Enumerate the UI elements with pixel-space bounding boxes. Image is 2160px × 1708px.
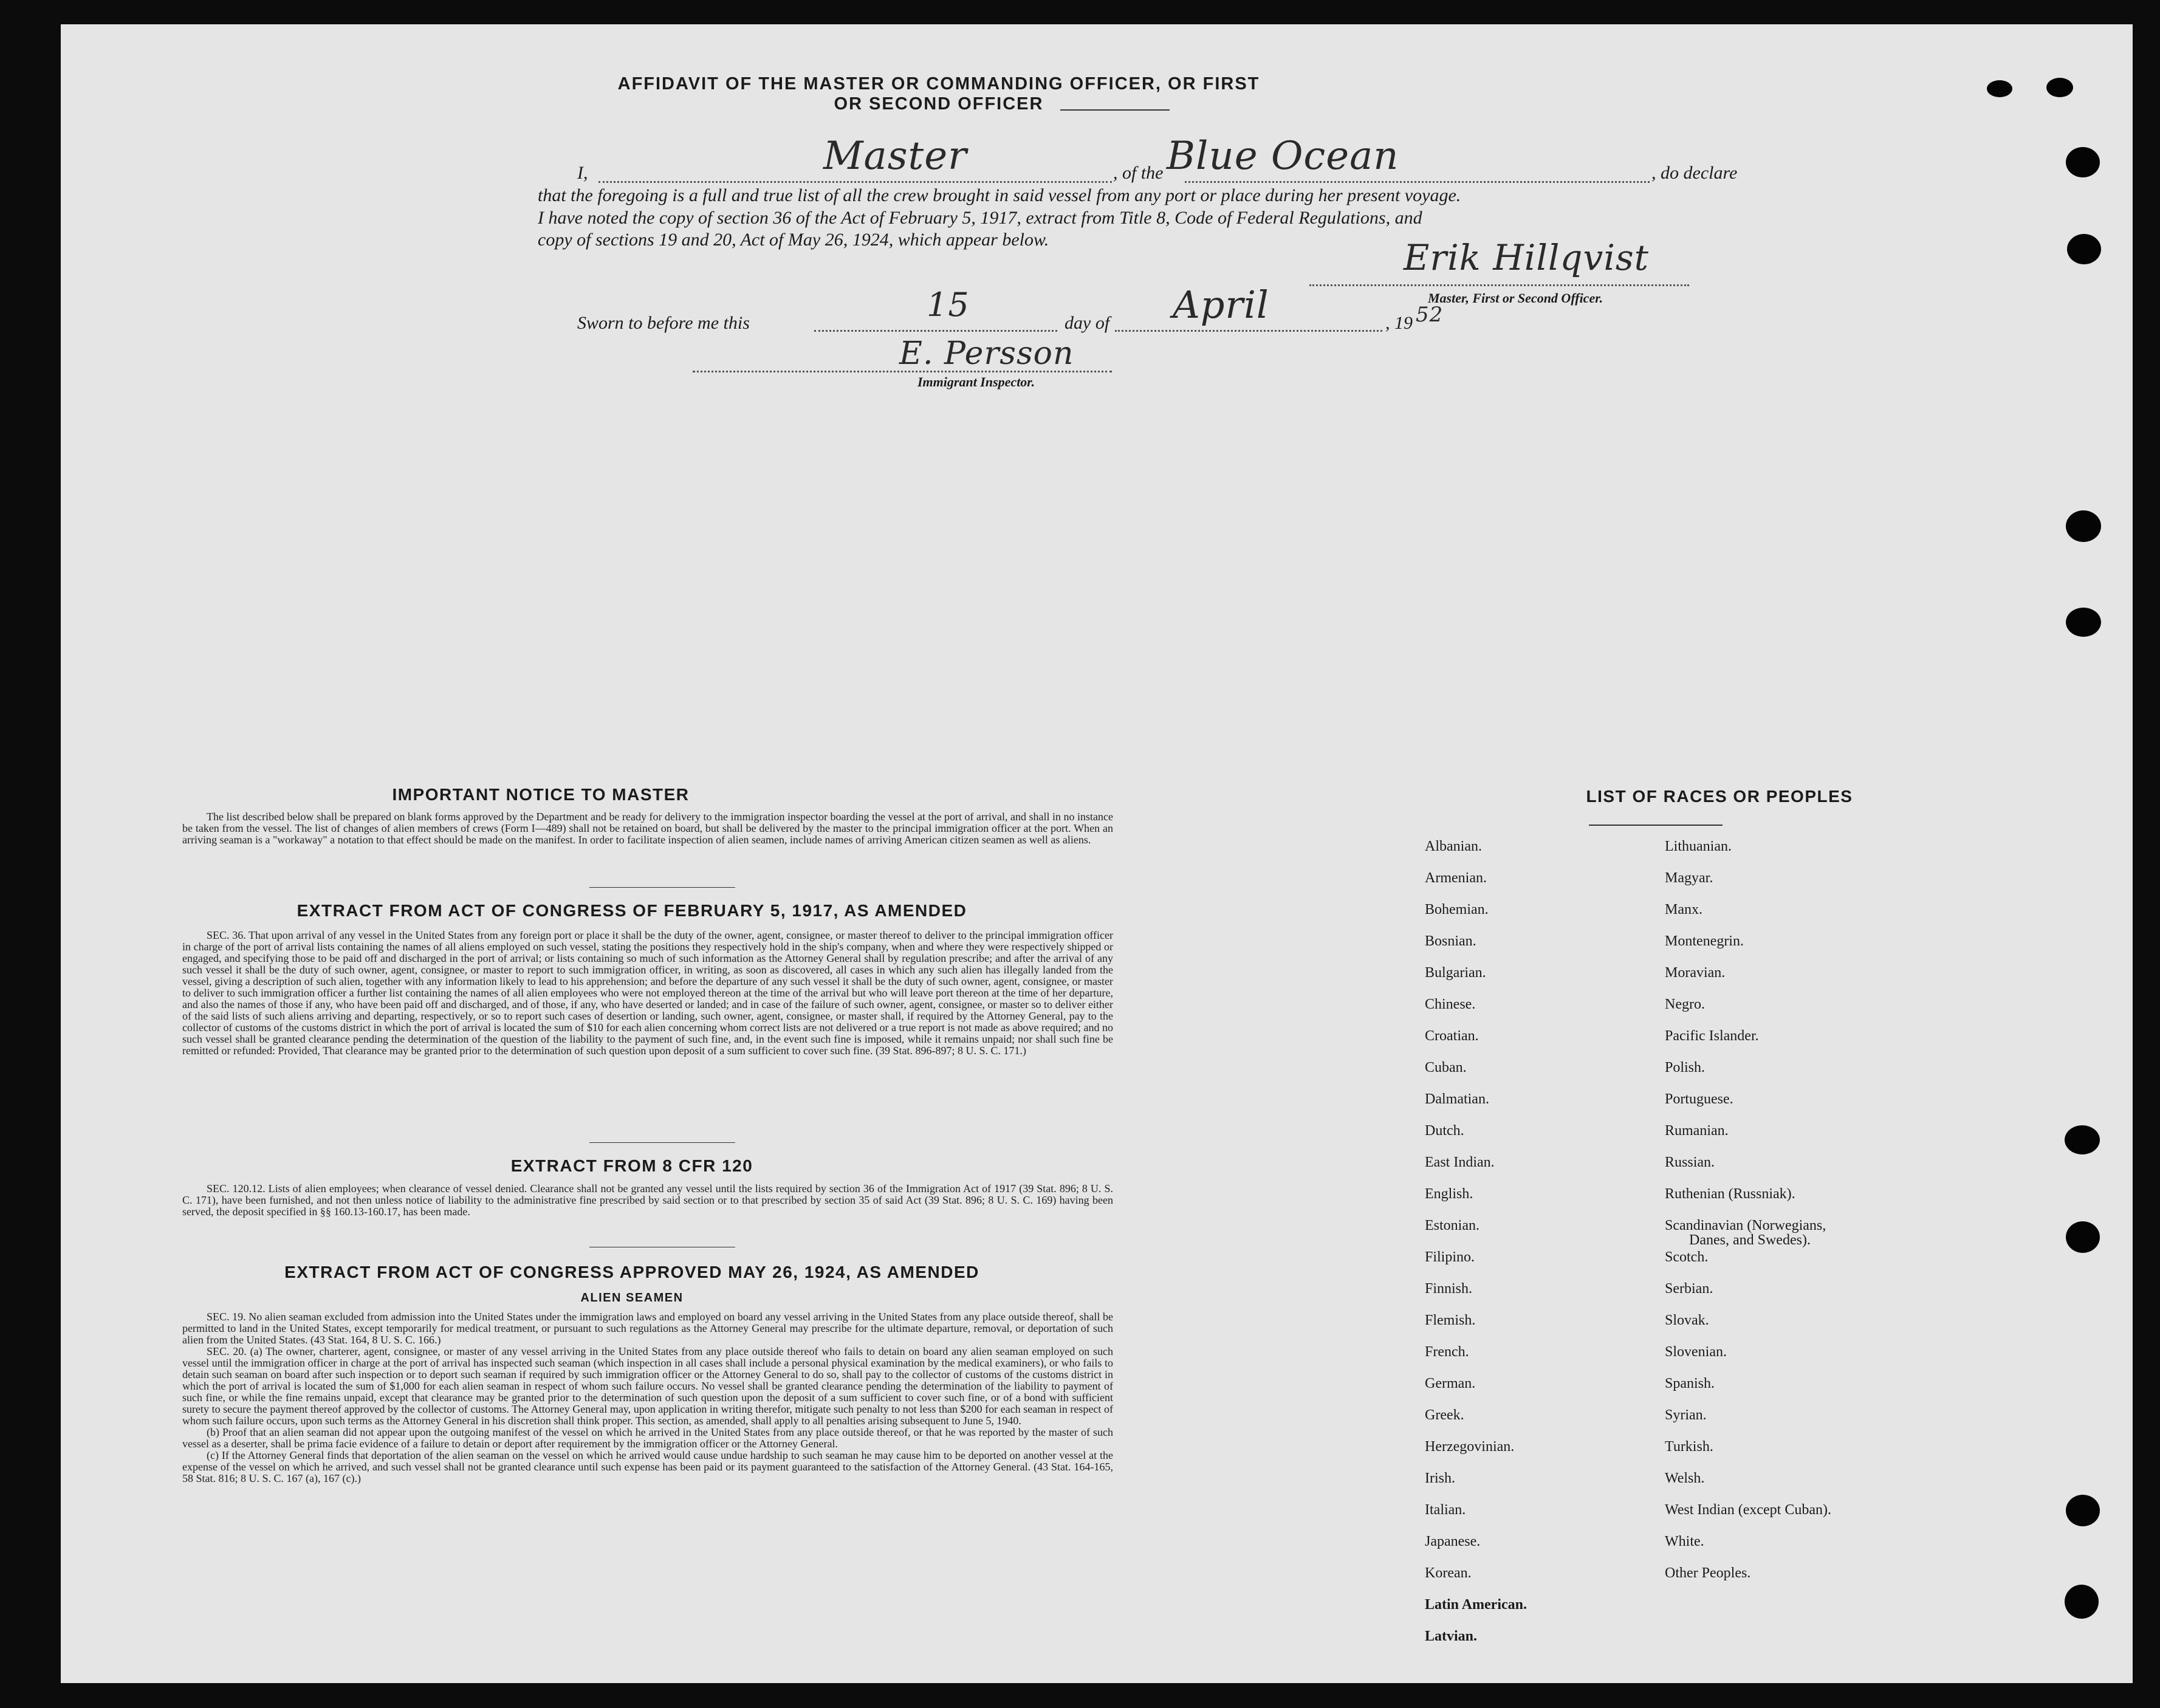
race-item: Spanish. (1665, 1376, 1715, 1391)
extract-1917-title: EXTRACT FROM ACT OF CONGRESS OF FEBRUARY 5, 1917, AS AMENDED (297, 901, 967, 920)
race-item: Bohemian. (1425, 902, 1489, 917)
races-title: LIST OF RACES OR PEOPLES (1586, 787, 1853, 806)
extract-cfr-text (182, 1183, 1113, 1218)
day-of-label: day of (1065, 313, 1110, 333)
sec-36-paragraph: SEC. 36. That upon arrival of any vessel in the United States from any foreign port or place it shall be the duty of the owner, agent, consignee, or master thereof to deliver to the principal immigration officer in charge of the port of arrival lists containing the names of all aliens employed on such vessel, stating the positions they respectively hold in the ship's company, when and where they were respectively shipped or engaged, and specifying those to be paid off and discharged in the port of arrival; or lists containing so much of such information as the Attorney General shall by regulation prescribe; and after the arrival of any such vessel it shall be the duty of such owner, agent, consignee, or master to report to such immigration officer, in writing, as soon as discovered, all cases in which any such alien has illegally landed from the vessel, giving a description of such alien, together with any information likely to lead to his apprehension; and before the departure of any such vessel it shall be the duty of such owner, agent, consignee, or master to deliver to such immigration officer a further list containing the names of all alien employees who were not employed thereon at the time of the arrival but who will leave port thereon at the time of her departure, and also the names of those if any, who have been paid off and discharged, and of those, if any, who have deserted or landed; and in case of the failure of such owner, agent, consignee, or master so to deliver either of the said lists of such aliens arriving and departing, respectively, or so to report such cases of desertion or landing, such owner, agent, consignee, or master shall, if required by the Attorney General, pay to the collector of customs of the customs district in which the port of arrival is located the sum of $10 for each alien concerning whom correct lists are not delivered or a true report is not made as above required; and no such vessel shall be granted clearance pending the determination of the question of the liability to the payment of such fine, and, in the event such fine is imposed, while it remains unpaid; nor shall such fine be remitted or refunded: Provided, That clearance may be granted prior to the determination of such question upon deposit of a sum sufficient to cover such fine. (39 Stat. 896-897; 8 U. S. C. 171.) (182, 929, 1113, 1057)
race-item: Croatian. (1425, 1028, 1479, 1044)
i-label: I, (577, 163, 588, 183)
notice-title: IMPORTANT NOTICE TO MASTER (392, 785, 690, 804)
punch-hole (2066, 608, 2101, 637)
race-item: Bulgarian. (1425, 965, 1486, 981)
section-divider (589, 887, 735, 888)
rank-handwriting: Master (823, 134, 967, 179)
race-item-continuation: Danes, and Swedes). (1689, 1232, 1811, 1248)
sec-20b-paragraph: (b) Proof that an alien seaman did not appear upon the outgoing manifest of the vessel on which he arrived in the United States from any place outside thereof, or that he was reported by the master of such vessel as a deserter, shall be prima facie evidence of a failure to detain or deport after requirement by the immigration officer or the Attorney General. (182, 1426, 1113, 1450)
sec-19-paragraph: SEC. 19. No alien seaman excluded from admission into the United States under the immigration laws and employed on board any vessel arriving in the United States from any place outside thereof, shall be permitted to land in the United States, except temporarily for medical treatment, or pursuant to such regulations as the Attorney General may prescribe for the ultimate departure, removal, or deportation of such alien from the United States. (43 Stat. 164, 8 U. S. C. 166.) (182, 1311, 1113, 1346)
race-item: White. (1665, 1534, 1704, 1549)
race-item: Welsh. (1665, 1470, 1705, 1486)
master-signature-line (1309, 284, 1689, 286)
inspector-signature-line (693, 371, 1112, 372)
punch-hole (2066, 1221, 2100, 1253)
race-item: Filipino. (1425, 1249, 1475, 1265)
year-prefix: , 19 (1385, 313, 1413, 333)
race-item: Bosnian. (1425, 933, 1476, 949)
race-item: Serbian. (1665, 1281, 1713, 1297)
notice-text (182, 811, 1113, 846)
race-item: Greek. (1425, 1407, 1464, 1423)
race-item: Flemish. (1425, 1312, 1476, 1328)
day-line (814, 330, 1057, 332)
month-line (1115, 330, 1382, 332)
race-item: Slovenian. (1665, 1344, 1727, 1360)
rank-line (598, 181, 1112, 183)
race-item: East Indian. (1425, 1154, 1495, 1170)
extract-cfr-title: EXTRACT FROM 8 CFR 120 (510, 1156, 753, 1175)
race-item: Latin American. (1425, 1597, 1527, 1613)
sec-120-12-paragraph: SEC. 120.12. Lists of alien employees; when clearance of vessel denied. Clearance shall not be granted any vessel until the lists required by section 36 of the Immigration Act of 1917 (39 Stat. 896; 8 U. S. C. 171), have been furnished, and not then unless notice of liability to the administrative fine prescribed by said section or to that prescribed by section 35 of said Act (39 Stat. 896; 8 U. S. C. 169) having been served, the deposit specified in §§ 160.13-160.17, has been made. (182, 1182, 1113, 1218)
of-the-label: , of the (1113, 163, 1164, 183)
vessel-line (1185, 181, 1650, 183)
race-item: Finnish. (1425, 1281, 1473, 1297)
race-item: Scandinavian (Norwegians, (1665, 1218, 1826, 1233)
master-caption: Master, First or Second Officer. (1428, 290, 1603, 306)
race-item: Montenegrin. (1665, 933, 1744, 949)
race-item: Pacific Islander. (1665, 1028, 1759, 1044)
race-item: Japanese. (1425, 1534, 1481, 1549)
race-item: Russian. (1665, 1154, 1715, 1170)
document-sheet (61, 24, 2133, 1683)
affidavit-body-line: I have noted the copy of section 36 of the Act of February 5, 1917, extract from Title 8, Code of Federal Regulations, and (538, 208, 1422, 228)
affidavit-title: AFFIDAVIT OF THE MASTER OR COMMANDING OFFICER, OR FIRST OR SECOND OFFICER (617, 74, 1260, 114)
race-item: Ruthenian (Russniak). (1665, 1186, 1795, 1202)
do-declare-label: , do declare (1651, 163, 1738, 183)
race-item: Slovak. (1665, 1312, 1709, 1328)
extract-1924-title: EXTRACT FROM ACT OF CONGRESS APPROVED MAY 26, 1924, AS AMENDED (284, 1263, 979, 1281)
race-item: Italian. (1425, 1502, 1466, 1518)
punch-hole (2065, 1125, 2100, 1154)
race-item: Portuguese. (1665, 1091, 1733, 1107)
race-item: Cuban. (1425, 1060, 1467, 1075)
race-item: Moravian. (1665, 965, 1726, 981)
year-handwriting: 52 (1416, 303, 1444, 327)
race-item: Herzegovinian. (1425, 1439, 1515, 1455)
race-item: Chinese. (1425, 996, 1476, 1012)
race-item: Estonian. (1425, 1218, 1479, 1233)
punch-hole (2066, 510, 2101, 542)
month-handwriting: April (1173, 283, 1269, 327)
notice-paragraph: The list described below shall be prepared on blank forms approved by the Department and be ready for delivery to the immigration inspector boarding the vessel at the port of arrival, and shall in no instance be taken from the vessel. The list of changes of alien members of crews (Form I—489) shall not be retained on board, but shall be delivered by the master to the principal immigration officer at the port. When an arriving seaman is a "workaway" a notation to that effect should be made on the manifest. In order to facilitate inspection of alien seamen, include names of arriving American citizen seamen as well as aliens. (182, 811, 1113, 846)
day-handwriting: 15 (927, 286, 970, 324)
race-item: Latvian. (1425, 1628, 1478, 1644)
affidavit-body-line: copy of sections 19 and 20, Act of May 26, 1924, which appear below. (538, 230, 1049, 250)
punch-hole (2066, 147, 2100, 177)
race-item: Negro. (1665, 996, 1705, 1012)
races-divider (1589, 825, 1723, 826)
race-item: Albanian. (1425, 839, 1482, 854)
race-item: English. (1425, 1186, 1473, 1202)
affidavit-body-line: that the foregoing is a full and true list of all the crew brought in said vessel from any port or place during her present voyage. (538, 185, 1461, 205)
race-item: West Indian (except Cuban). (1665, 1502, 1831, 1518)
race-item: Polish. (1665, 1060, 1706, 1075)
race-item: Turkish. (1665, 1439, 1713, 1455)
master-signature: Erik Hillqvist (1404, 237, 1649, 278)
inspector-signature: E. Persson (899, 335, 1074, 372)
extract-1924-text (182, 1311, 1113, 1484)
race-item: Lithuanian. (1665, 839, 1732, 854)
race-item: Manx. (1665, 902, 1702, 917)
punch-hole (1987, 80, 2012, 97)
sec-20a-paragraph: SEC. 20. (a) The owner, charterer, agent, consignee, or master of any vessel arriving in the United States from any place outside thereof who fails to detain on board any alien seaman employed on such vessel until the immigration officer in charge at the port of arrival has inspected such seaman (which inspection in all cases shall include a personal physical examination by the medical examiners), or who fails to detain such seaman on board after such inspection or to deport such seaman if required by such immigration officer or the Attorney General to do so, shall pay to the collector of customs of the customs district in which the port of arrival is located the sum of $1,000 for each alien seaman in respect of whom such failure occurs. No vessel shall be granted clearance pending the determination of the liability to payment of such fine, or while the fine remains unpaid, except that clearance may be granted prior to the determination of such question upon the deposit of a sum sufficient to cover such fine, or of a bond with sufficient surety to secure the payment thereof approved by the collector of customs. The Attorney General may, upon application in writing therefor, mitigate such penalty to not less than $200 for each seaman in respect of whom such failure occurs, upon such terms as the Attorney General in his discretion shall think proper. This section, as amended, shall apply to all penalties arising subsequent to June 5, 1940. (182, 1345, 1113, 1427)
race-item: Rumanian. (1665, 1123, 1729, 1139)
race-item: German. (1425, 1376, 1476, 1391)
race-item: Dalmatian. (1425, 1091, 1489, 1107)
punch-hole (2046, 78, 2073, 97)
punch-hole (2066, 1495, 2100, 1526)
section-divider (589, 1142, 735, 1143)
punch-hole (2067, 234, 2101, 264)
race-item: Other Peoples. (1665, 1565, 1751, 1581)
race-item: Korean. (1425, 1565, 1472, 1581)
race-item: French. (1425, 1344, 1469, 1360)
race-item: Dutch. (1425, 1123, 1464, 1139)
race-item: Armenian. (1425, 870, 1487, 886)
inspector-caption: Immigrant Inspector. (917, 374, 1035, 389)
race-item: Magyar. (1665, 870, 1713, 886)
title-divider (1060, 109, 1170, 111)
race-item: Scotch. (1665, 1249, 1709, 1265)
race-item: Syrian. (1665, 1407, 1707, 1423)
vessel-handwriting: Blue Ocean (1167, 134, 1399, 179)
sec-20c-paragraph: (c) If the Attorney General finds that deportation of the alien seaman on the vessel on which he arrived would cause undue hardship to such seaman he may cause him to be deported on another vessel at the expense of the vessel on which he arrived, and such vessel shall not be granted clearance until such expense has been paid or its payment guaranteed to the satisfaction of the Attorney General. (43 Stat. 164-165, 58 Stat. 816; 8 U. S. C. 167 (a), 167 (c).) (182, 1449, 1113, 1484)
sworn-label: Sworn to before me this (577, 313, 750, 333)
punch-hole (2065, 1585, 2099, 1619)
race-item: Irish. (1425, 1470, 1455, 1486)
extract-1917-text (182, 930, 1113, 1057)
alien-seamen-subtitle: ALIEN SEAMEN (580, 1291, 684, 1305)
